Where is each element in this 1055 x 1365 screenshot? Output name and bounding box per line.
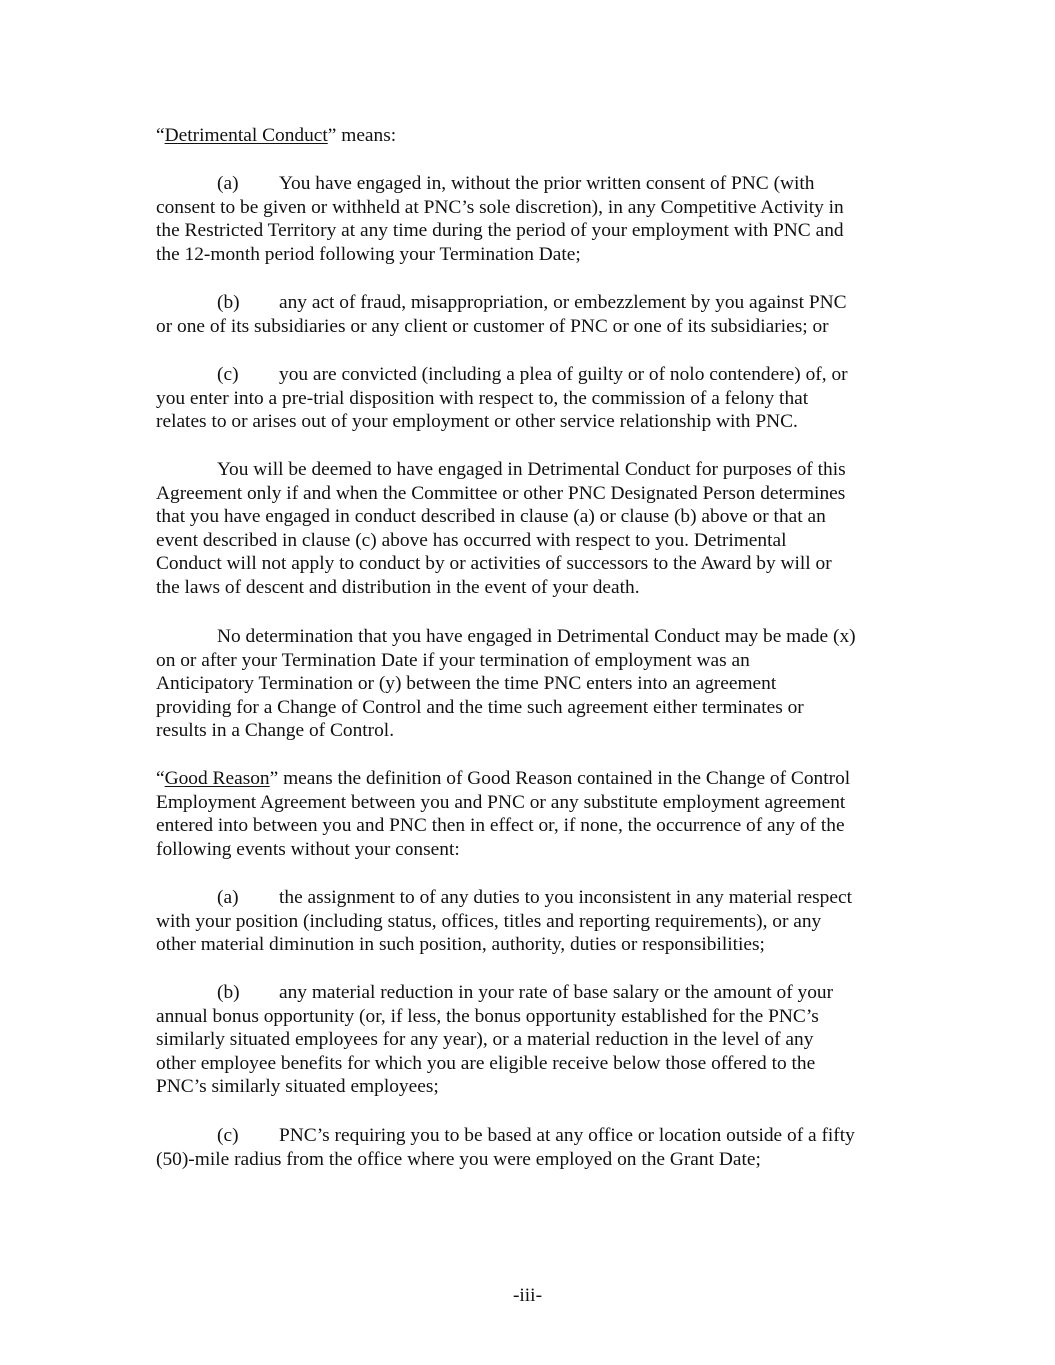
no-determination-paragraph: No determination that you have engaged in Detrimental Conduct may be made (x) on or after your Termination Date if your termination of employment was an Anticipatory Termination or (y) between the time PNC enters into an agreement providing for a Change of Control and the time such agreement either terminates or results in a Change of Control. (156, 626, 856, 742)
clause-label: (c) (217, 1125, 239, 1146)
good-reason-clause-a: (a) the assignment to of any duties to you inconsistent in any material respect with your position (including status, offices, titles and reporting requirements), or any other material diminution in such position, authority, duties or responsibilities; (156, 887, 852, 956)
good-reason-clause-b: (b) any material reduction in your rate of base salary or the amount of your annual bonus opportunity (or, if less, the bonus opportunity established for the PNC’s similarly situated employees for any year), or a material reduction in the level of any other employee benefits for which you are eligible receive below those offered to the PNC’s similarly situated employees; (156, 982, 834, 1098)
clause-label: (b) (217, 982, 240, 1003)
clause-label: (a) (217, 887, 239, 908)
good-reason-clause-c: (c) PNC’s requiring you to be based at any office or location outside of a fifty (50)-mile radius from the office where you were employed on the Grant Date; (156, 1125, 855, 1170)
clause-label: (a) (217, 173, 239, 194)
detrimental-conduct-heading: “Detrimental Conduct” means: (156, 125, 397, 146)
page-number: -iii- (512, 1285, 543, 1306)
good-reason-term: Good Reason (164, 768, 270, 789)
clause-label: (b) (217, 292, 240, 313)
detrimental-clause-c: (c) you are convicted (including a plea of guilty or of nolo contendere) of, or you enter into a pre-trial disposition with respect to, the commission of a felony that relates to or arises out of your employment or other service relationship with PNC. (156, 364, 848, 433)
deemed-paragraph: You will be deemed to have engaged in Detrimental Conduct for purposes of this Agreement only if and when the Committee or other PNC Designated Person determines that you have engaged in conduct described in clause (a) or clause (b) above or that an event described in clause (c) above has occurred with respect to you. Detrimental Conduct will not apply to conduct by or activities of successors to the Award by will or the laws of descent and distribution in the event of your death. (156, 459, 846, 598)
detrimental-clause-a: (a) You have engaged in, without the prior written consent of PNC (with consent to be given or withheld at PNC’s sole discretion), in any Competitive Activity in the Restricted Territory at any time during the period of your employment with PNC and the 12-month period following your Termination Date; (156, 173, 844, 265)
clause-label: (c) (217, 364, 239, 385)
detrimental-conduct-term: Detrimental Conduct (164, 125, 328, 146)
detrimental-clause-b: (b) any act of fraud, misappropriation, or embezzlement by you against PNC or one of its subsidiaries or any client or customer of PNC or one of its subsidiaries; or (156, 292, 847, 337)
good-reason-paragraph: “Good Reason” means the definition of Good Reason contained in the Change of Control Employment Agreement between you and PNC or any substitute employment agreement entered into between you and PNC then in effect or, if none, the occurrence of any of the following events without your consent: (156, 768, 851, 860)
